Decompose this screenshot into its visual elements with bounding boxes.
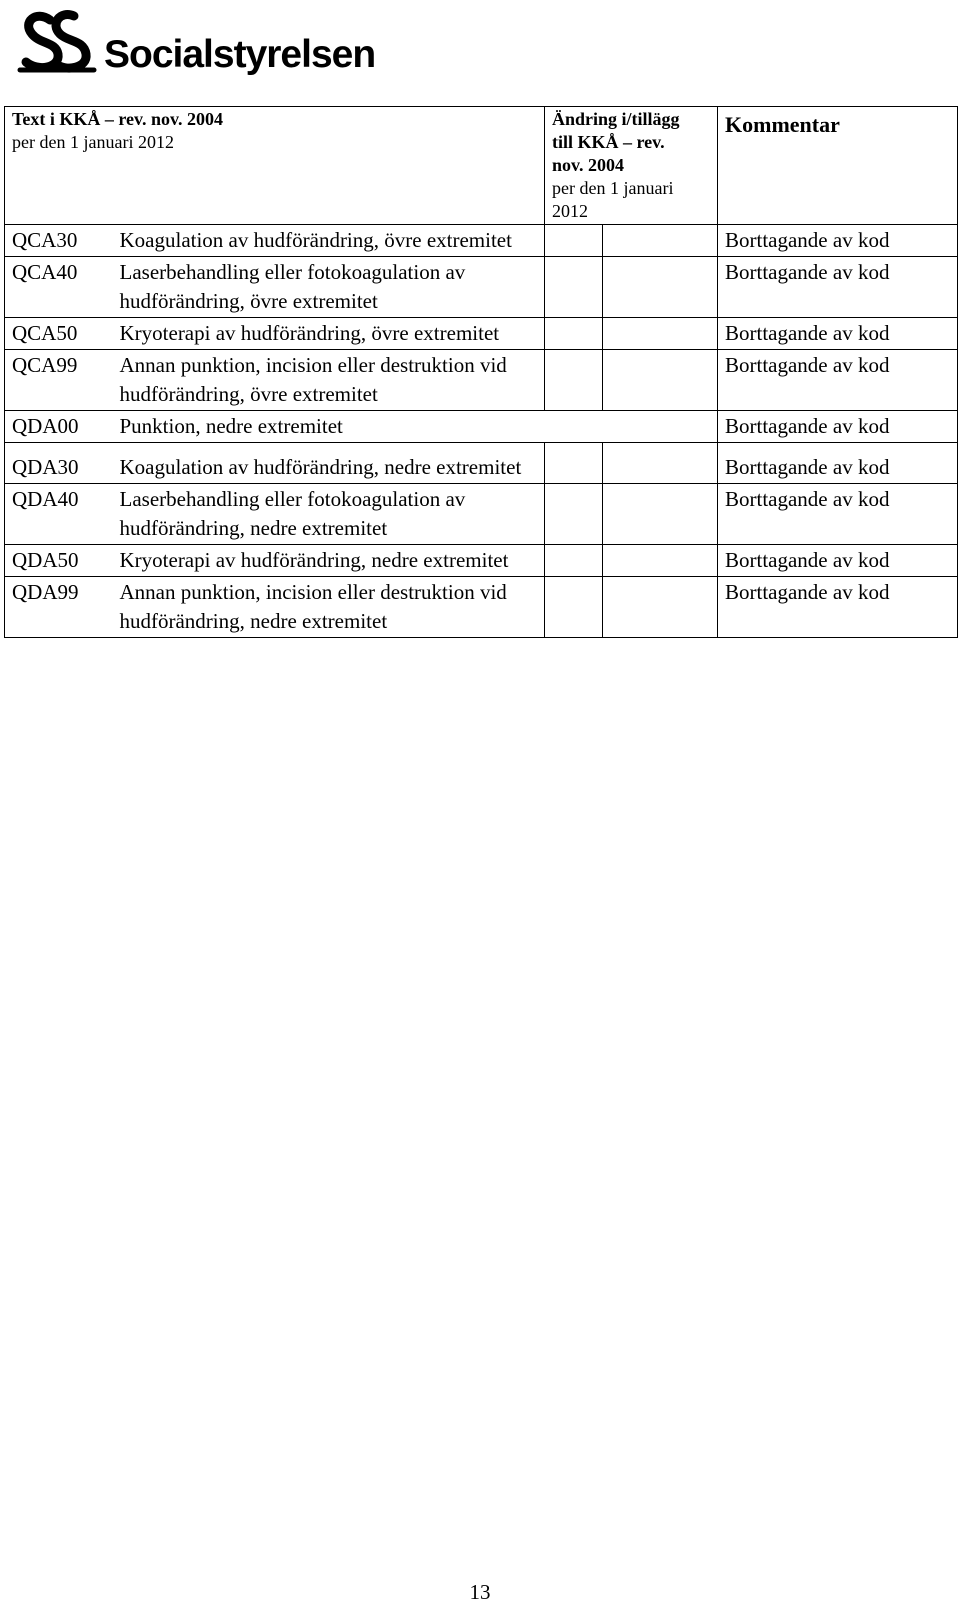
row-change-extra	[603, 350, 718, 411]
row-change	[545, 225, 603, 257]
row-change	[545, 318, 603, 350]
logo-emblem-icon	[16, 8, 98, 76]
organization-name: Socialstyrelsen	[104, 33, 376, 76]
row-code: QCA30	[5, 225, 113, 257]
row-comment: Borttagande av kod	[718, 411, 958, 443]
row-code: QDA99	[5, 577, 113, 638]
row-code: QCA50	[5, 318, 113, 350]
table-row	[5, 225, 958, 257]
table-row	[5, 350, 958, 411]
row-code: QDA00	[5, 411, 113, 443]
row-change-extra	[603, 443, 718, 484]
header-change-line4: per den 1 januari	[552, 178, 674, 198]
row-code: QCA40	[5, 257, 113, 318]
row-change	[545, 545, 603, 577]
row-text: Punktion, nedre extremitet	[113, 411, 718, 443]
row-change	[545, 350, 603, 411]
page-number: 13	[469, 1580, 491, 1604]
row-comment: Borttagande av kod	[718, 443, 958, 484]
row-change-extra	[603, 257, 718, 318]
row-change	[545, 484, 603, 545]
row-text: Kryoterapi av hudförändring, nedre extremitet	[113, 545, 545, 577]
table-header-row	[5, 107, 958, 225]
header-change-line1: Ändring i/tillägg	[552, 109, 680, 129]
table-row	[5, 484, 958, 545]
row-code: QDA30	[5, 443, 113, 484]
row-text: Laserbehandling eller fotokoagulation av hudförändring, övre extremitet	[113, 257, 545, 318]
row-code: QDA40	[5, 484, 113, 545]
row-comment: Borttagande av kod	[718, 318, 958, 350]
row-change	[545, 257, 603, 318]
header-text-column	[5, 107, 545, 225]
row-change	[545, 577, 603, 638]
row-code: QCA99	[5, 350, 113, 411]
row-change-extra	[603, 318, 718, 350]
header-change-line2: till KKÅ – rev.	[552, 132, 665, 152]
row-change-extra	[603, 225, 718, 257]
table-row	[5, 411, 958, 443]
row-comment: Borttagande av kod	[718, 577, 958, 638]
organization-logo	[16, 4, 375, 76]
row-text: Koagulation av hudförändring, nedre extremitet	[113, 443, 545, 484]
row-code: QDA50	[5, 545, 113, 577]
header-comment-column	[718, 107, 958, 225]
header-text-date: per den 1 januari 2012	[12, 132, 174, 152]
row-text: Annan punktion, incision eller destruktion vid hudförändring, nedre extremitet	[113, 577, 545, 638]
table-row	[5, 318, 958, 350]
row-text: Annan punktion, incision eller destruktion vid hudförändring, övre extremitet	[113, 350, 545, 411]
header-text-title: Text i KKÅ – rev. nov. 2004	[12, 109, 224, 129]
row-text: Koagulation av hudförändring, övre extremitet	[113, 225, 545, 257]
table-row	[5, 257, 958, 318]
row-change	[545, 443, 603, 484]
row-comment: Borttagande av kod	[718, 257, 958, 318]
row-comment: Borttagande av kod	[718, 350, 958, 411]
row-change-extra	[603, 577, 718, 638]
header-change-column	[545, 107, 718, 225]
row-comment: Borttagande av kod	[718, 484, 958, 545]
header-comment-title: Kommentar	[725, 112, 840, 137]
row-change-extra	[603, 545, 718, 577]
table-row	[5, 443, 958, 484]
row-text: Kryoterapi av hudförändring, övre extremitet	[113, 318, 545, 350]
row-change-extra	[603, 484, 718, 545]
classification-table	[4, 106, 958, 638]
table-row	[5, 545, 958, 577]
row-comment: Borttagande av kod	[718, 545, 958, 577]
table-row	[5, 577, 958, 638]
row-text: Laserbehandling eller fotokoagulation av hudförändring, nedre extremitet	[113, 484, 545, 545]
header-change-line3: nov. 2004	[552, 155, 625, 175]
row-comment: Borttagande av kod	[718, 225, 958, 257]
header-change-line5: 2012	[552, 201, 588, 221]
